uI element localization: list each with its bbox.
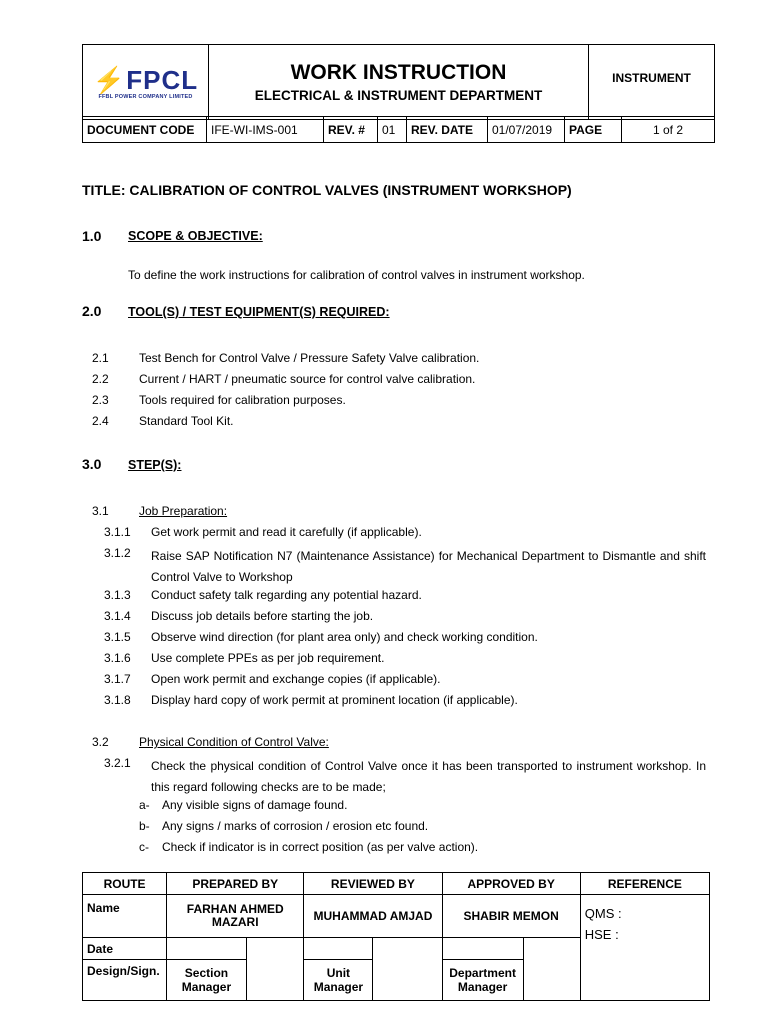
- logo-subtitle: FFBL POWER COMPANY LIMITED: [98, 93, 193, 100]
- list-item-number: 3.1.3: [104, 588, 131, 602]
- section-3-heading: STEP(S):: [128, 458, 182, 472]
- section-1-heading: SCOPE & OBJECTIVE:: [128, 229, 263, 243]
- list-item-number: 3.1.1: [104, 525, 131, 539]
- name-label: Name: [83, 895, 167, 938]
- list-item-number: 3.1.2: [104, 546, 131, 560]
- list-item-text: Open work permit and exchange copies (if applicable).: [151, 672, 441, 686]
- list-item-text: Standard Tool Kit.: [139, 414, 234, 428]
- prepared-date-cell: [167, 938, 247, 960]
- reviewed-by-name: MUHAMMAD AMJAD: [304, 895, 442, 938]
- section-2-heading: TOOL(S) / TEST EQUIPMENT(S) REQUIRED:: [128, 305, 390, 319]
- check-item-letter: c-: [139, 840, 149, 854]
- list-item-text: Conduct safety talk regarding any potential hazard.: [151, 588, 422, 602]
- section-1-text: To define the work instructions for calibration of control valves in instrument workshop.: [128, 268, 585, 282]
- document-title: TITLE: CALIBRATION OF CONTROL VALVES (INSTRUMENT WORKSHOP): [82, 182, 572, 198]
- reviewed-role: Unit Manager: [304, 960, 373, 1001]
- section-3-number: 3.0: [82, 456, 102, 472]
- rev-value: 01: [378, 117, 407, 143]
- qms-reference: QMS :: [584, 906, 622, 921]
- list-item-text: Test Bench for Control Valve / Pressure Safety Valve calibration.: [139, 351, 480, 365]
- list-item-number: 2.3: [92, 393, 109, 407]
- check-item-text: Any signs / marks of corrosion / erosion etc found.: [162, 819, 429, 833]
- reference-cell: [580, 895, 709, 1001]
- rev-label: REV. #: [324, 117, 378, 143]
- list-item-text: Raise SAP Notification N7 (Maintenance Assistance) for Mechanical Department to Dismantle and shift Control Valve to Workshop: [151, 549, 706, 584]
- section-1-number: 1.0: [82, 228, 102, 244]
- page-value: 1 of 2: [622, 117, 715, 143]
- prepared-sign-cell: [246, 938, 304, 1001]
- subsection-3-1-number: 3.1: [92, 504, 109, 518]
- company-logo: [83, 65, 208, 100]
- route-header: ROUTE: [83, 873, 167, 895]
- reviewed-by-header: REVIEWED BY: [304, 873, 442, 895]
- header-table: [82, 44, 715, 120]
- list-item-text: Current / HART / pneumatic source for control valve calibration.: [139, 372, 476, 386]
- list-item-text: Check the physical condition of Control Valve once it has been transported to instrument workshop. In this regard following checks are to be made;: [151, 759, 706, 794]
- subsection-3-2-heading: Physical Condition of Control Valve:: [139, 735, 329, 749]
- page-label: PAGE: [565, 117, 622, 143]
- document-info-table: [82, 116, 715, 143]
- lightning-bolt-icon: ⚡: [92, 64, 127, 95]
- prepared-by-header: PREPARED BY: [167, 873, 304, 895]
- list-item-number: 3.1.6: [104, 651, 131, 665]
- document-code-value: IFE-WI-IMS-001: [207, 117, 324, 143]
- list-item-number: 3.1.8: [104, 693, 131, 707]
- section-2-number: 2.0: [82, 303, 102, 319]
- reviewed-sign-cell: [373, 938, 442, 1001]
- list-item-number: 2.2: [92, 372, 109, 386]
- check-item-letter: b-: [139, 819, 150, 833]
- hse-reference: HSE :: [584, 927, 619, 942]
- list-item-number: 3.1.4: [104, 609, 131, 623]
- list-item-text: Observe wind direction (for plant area only) and check working condition.: [151, 630, 538, 644]
- list-item-number: 3.2.1: [104, 756, 131, 770]
- reference-header: REFERENCE: [580, 873, 709, 895]
- list-item-number: 3.1.5: [104, 630, 131, 644]
- list-item-text: Tools required for calibration purposes.: [139, 393, 346, 407]
- date-label: Date: [83, 938, 167, 960]
- list-item-text: Discuss job details before starting the job.: [151, 609, 374, 623]
- document-code-label: DOCUMENT CODE: [83, 117, 207, 143]
- list-item-text: Use complete PPEs as per job requirement.: [151, 651, 385, 665]
- approval-table: [82, 872, 710, 1001]
- approved-role: Department Manager: [442, 960, 523, 1001]
- approved-by-header: APPROVED BY: [442, 873, 580, 895]
- design-sign-label: Design/Sign.: [83, 960, 167, 1001]
- category-label: INSTRUMENT: [589, 45, 715, 120]
- prepared-by-name: FARHAN AHMED MAZARI: [167, 895, 304, 938]
- list-item-number: 2.4: [92, 414, 109, 428]
- approved-sign-cell: [523, 938, 580, 1001]
- list-item-text: Get work permit and read it carefully (if applicable).: [151, 525, 422, 539]
- subsection-3-1-heading: Job Preparation:: [139, 504, 228, 518]
- rev-date-value: 01/07/2019: [488, 117, 565, 143]
- list-item-number: 2.1: [92, 351, 109, 365]
- check-item-letter: a-: [139, 798, 150, 812]
- rev-date-label: REV. DATE: [407, 117, 488, 143]
- department-title: ELECTRICAL & INSTRUMENT DEPARTMENT: [254, 88, 543, 103]
- logo-cell: [83, 45, 209, 120]
- check-item-text: Any visible signs of damage found.: [162, 798, 348, 812]
- approved-date-cell: [442, 938, 523, 960]
- title-cell: [209, 45, 589, 120]
- subsection-3-2-number: 3.2: [92, 735, 109, 749]
- list-item-number: 3.1.7: [104, 672, 131, 686]
- document-type-title: WORK INSTRUCTION: [290, 61, 507, 84]
- prepared-role: Section Manager: [167, 960, 247, 1001]
- approved-by-name: SHABIR MEMON: [442, 895, 580, 938]
- list-item-text: Display hard copy of work permit at prominent location (if applicable).: [151, 693, 518, 707]
- reviewed-date-cell: [304, 938, 373, 960]
- logo-text: FPCL: [126, 64, 199, 95]
- check-item-text: Check if indicator is in correct position (as per valve action).: [162, 840, 479, 854]
